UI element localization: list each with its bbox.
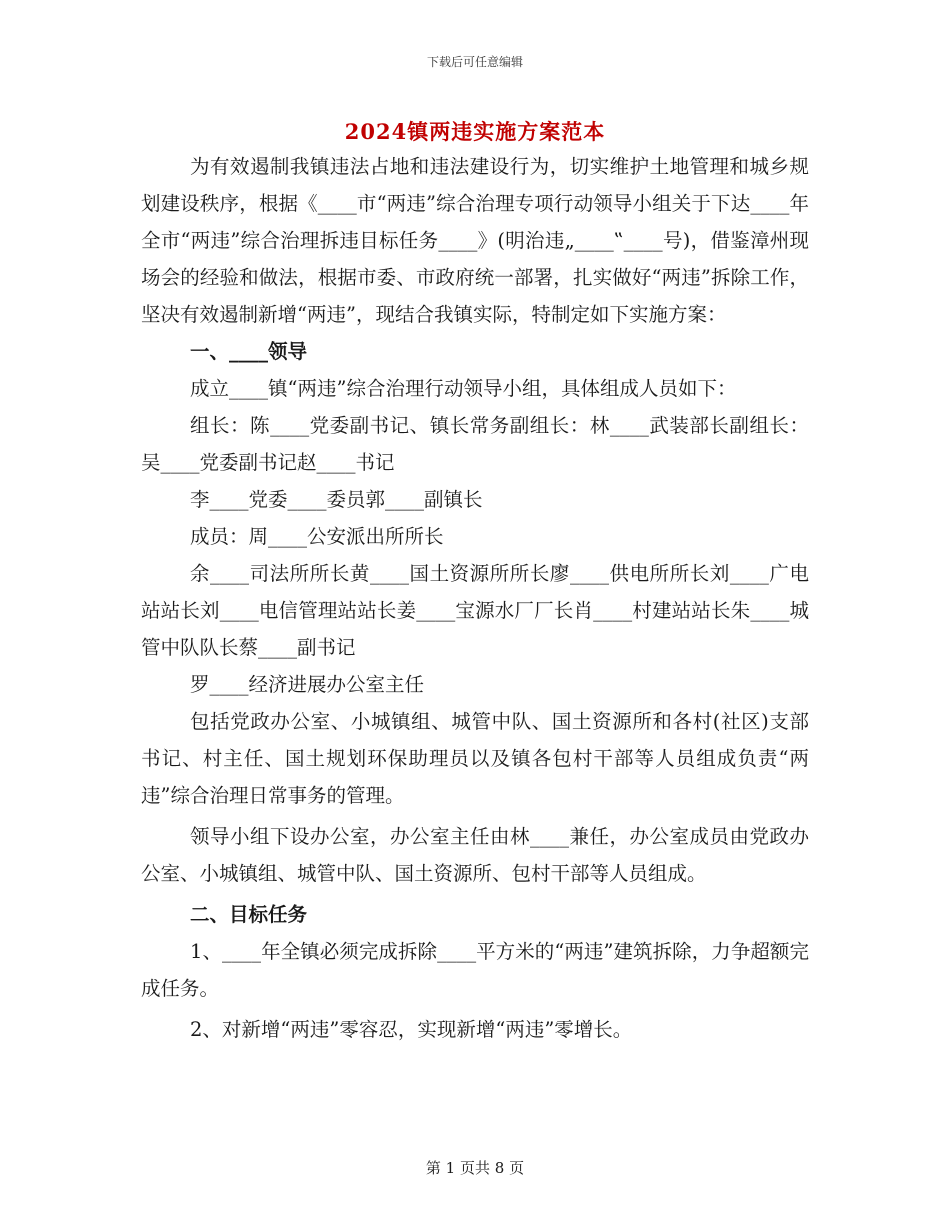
body-paragraph: 1、____年全镇必须完成拆除____平方米的“两违”建筑拆除，力争超额完成任务。 (141, 940, 809, 1000)
page-number: 第 1 页共 8 页 (425, 1159, 525, 1177)
section-heading-targets: 二、目标任务 (190, 903, 308, 926)
body-paragraph: 余____司法所所长黄____国土资源所所长廖____供电所所长刘____广电站站长刘____电信管理站站长姜____宝源水厂厂长肖____村建站站长朱____城管中队队长蔡____副书记 (141, 562, 809, 659)
body-paragraph: 成立____镇“两违”综合治理行动领导小组，具体组成人员如下： (190, 377, 737, 400)
body-paragraph: 罗____经济进展办公室主任 (190, 673, 425, 696)
intro-paragraph: 为有效遏制我镇违法占地和违法建设行为，切实维护土地管理和城乡规划建设秩序，根据《____市“两违”综合治理专项行动领导小组关于下达____年全市“两违”综合治理拆违目标任务____》(明治违„____‟____号)，借鉴漳州现场会的经验和做法，根据市委、市政府统一部署，扎实做好“两违”拆除工作，坚决有效遏制新增“两违”，现结合我镇实际，特制定如下实施方案： (141, 155, 809, 326)
body-paragraph: 领导小组下设办公室，办公室主任由林____兼任，办公室成员由党政办公室、小城镇组、城管中队、国土资源所、包村干部等人员组成。 (141, 825, 809, 885)
body-paragraph: 包括党政办公室、小城镇组、城管中队、国土资源所和各村(社区)支部书记、村主任、国土规划环保助理员以及镇各包村干部等人员组成负责“两违”综合治理日常事务的管理。 (141, 710, 809, 807)
document-body (141, 148, 809, 1048)
body-paragraph: 李____党委____委员郭____副镇长 (190, 488, 483, 511)
section-heading-leadership: 一、____领导 (190, 340, 308, 363)
body-paragraph: 成员：周____公安派出所所长 (190, 525, 444, 548)
document-title: 2024镇两违实施方案范本 (344, 119, 606, 144)
header-note: 下载后可任意编辑 (426, 55, 523, 69)
body-paragraph: 2、对新增“两违”零容忍，实现新增“两违”零增长。 (190, 1018, 633, 1041)
body-paragraph: 组长：陈____党委副书记、镇长常务副组长：林____武装部长副组长：吴____党委副书记赵____书记 (141, 414, 809, 474)
